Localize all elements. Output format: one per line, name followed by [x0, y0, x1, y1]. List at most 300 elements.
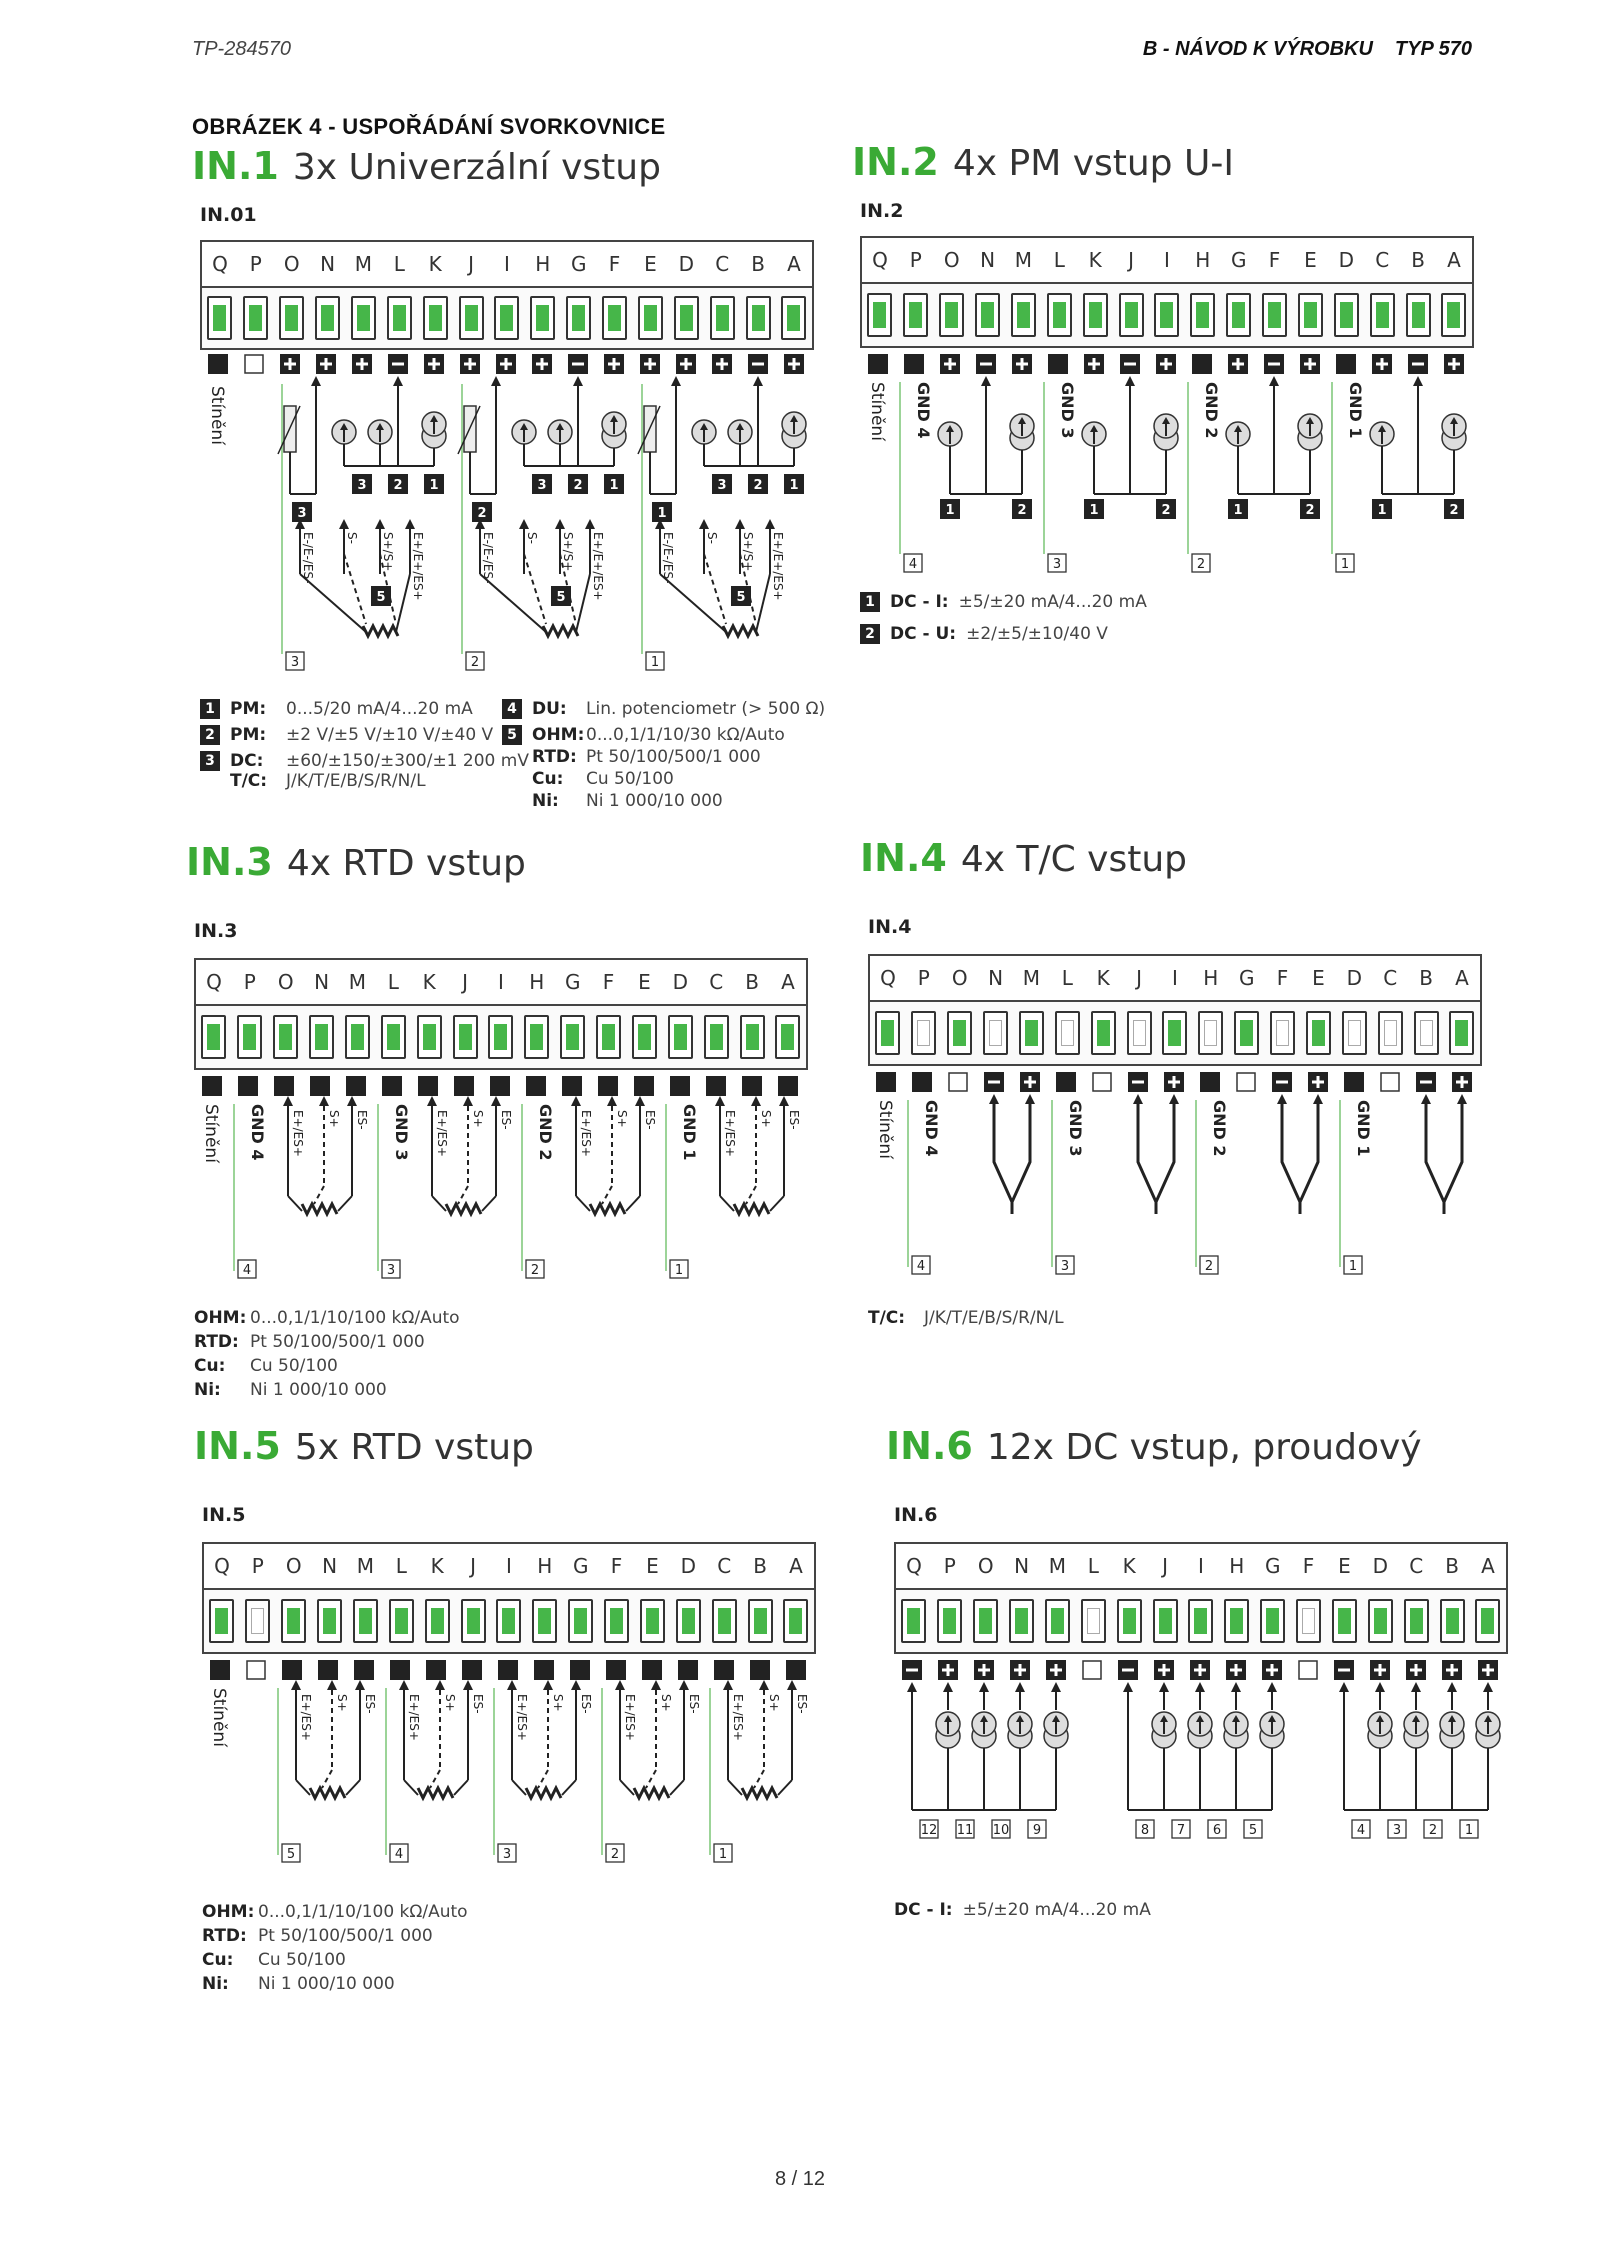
- legend-value: ±2 V/±5 V/±10 V/±40 V: [286, 725, 494, 745]
- legend-in1-left: [200, 699, 529, 797]
- plus-icon: [1173, 1076, 1176, 1088]
- terminal-letter: Q: [214, 1554, 230, 1578]
- terminal-slot: [968, 1599, 1004, 1643]
- terminal-slot: [527, 1599, 563, 1643]
- panel-description: 4x PM vstup U-I: [952, 143, 1234, 184]
- wire: [454, 1780, 468, 1795]
- wire: [432, 1196, 446, 1211]
- terminal-letter: P: [909, 248, 922, 272]
- arrow-icon: [735, 519, 745, 529]
- channel-number: 1: [1348, 1259, 1358, 1274]
- wire-label: S+: [767, 1694, 781, 1712]
- panel-number: IN.4: [860, 836, 947, 880]
- arrow-icon: [1025, 1094, 1035, 1104]
- legend-value: ±5/±20 mA/4...20 mA: [958, 592, 1147, 612]
- terminal-letter: K: [1088, 248, 1102, 272]
- wire-label: ES-: [795, 1694, 809, 1714]
- terminal-slot: [597, 296, 633, 340]
- terminal-letter: F: [1276, 966, 1289, 990]
- terminal-slot: [704, 296, 740, 340]
- channel-number: 2: [1428, 1823, 1438, 1838]
- ground-square: [562, 1076, 582, 1096]
- terminal-slot: [1229, 1011, 1265, 1055]
- wire: [778, 1780, 792, 1795]
- terminal-slot: [1183, 1599, 1219, 1643]
- terminal-slot: [1257, 293, 1293, 337]
- resistor-icon: [634, 1788, 669, 1798]
- wire-label: S+: [551, 1694, 565, 1712]
- arrow-icon: [1421, 1094, 1431, 1104]
- plus-icon: [325, 358, 328, 370]
- channel-number: 4: [916, 1259, 926, 1274]
- wire-label: S+: [443, 1694, 457, 1712]
- channel-number: 9: [1032, 1823, 1042, 1838]
- wire: [728, 1780, 742, 1795]
- wire-label: E+/E+/ES+: [411, 532, 425, 601]
- terminal-letter: J: [1136, 966, 1143, 990]
- channel-number: 4: [394, 1847, 404, 1862]
- terminal-slot: [1362, 1599, 1398, 1643]
- terminal-letter: G: [564, 970, 581, 994]
- arrow-icon: [607, 1096, 617, 1106]
- legend-row: [200, 699, 529, 719]
- plus-icon: [721, 358, 724, 370]
- terminal-slot: [1265, 1011, 1301, 1055]
- arrow-icon: [571, 1096, 581, 1106]
- panel-description: 3x Univerzální vstup: [292, 147, 661, 188]
- unused-square: [1237, 1073, 1255, 1091]
- arrow-icon: [1125, 376, 1135, 386]
- legend-key: DC - U:: [890, 624, 957, 644]
- terminal-letter: A: [787, 252, 801, 276]
- channel-number: 1: [789, 478, 799, 493]
- terminal-slot: [942, 1011, 978, 1055]
- arrow-icon: [1413, 376, 1423, 386]
- channel-number: 7: [1176, 1823, 1186, 1838]
- terminal-slot: [1147, 1599, 1183, 1643]
- legend-row: [200, 751, 529, 771]
- terminal-letter: M: [1048, 1554, 1067, 1578]
- arrow-icon: [979, 1682, 989, 1692]
- terminal-slot: [770, 1015, 806, 1059]
- terminal-letter: H: [535, 252, 551, 276]
- channel-number: 3: [290, 655, 300, 670]
- wiring-diagram-in4: [868, 1072, 1498, 1282]
- channel-number: 11: [956, 1823, 974, 1838]
- panel-id: IN.6: [894, 1504, 938, 1526]
- wire: [288, 1196, 302, 1211]
- arrow-icon: [491, 376, 501, 386]
- wire-label: E-/E-/ES-: [301, 532, 315, 584]
- resistor-icon: [590, 1204, 625, 1214]
- plus-icon: [361, 358, 364, 370]
- ground-square: [490, 1076, 510, 1096]
- thermocouple-icon: [1138, 1104, 1174, 1202]
- terminal-letter: F: [608, 252, 621, 276]
- terminal-slot: [1400, 293, 1436, 337]
- arrow-icon: [679, 1680, 689, 1690]
- terminal-slot: [1372, 1011, 1408, 1055]
- wire-label: S+: [759, 1110, 773, 1128]
- plus-icon: [289, 358, 292, 370]
- terminal-slot: [591, 1015, 627, 1059]
- arrow-icon: [1195, 1682, 1205, 1692]
- gnd-label: GND 4: [914, 382, 933, 439]
- legend-row: [202, 1974, 468, 1994]
- legend-key: DC - I:: [890, 592, 949, 612]
- legend-key: Cu:: [532, 769, 564, 789]
- terminal-letter: A: [781, 970, 795, 994]
- plus-icon: [1309, 358, 1312, 370]
- wire: [754, 1770, 764, 1788]
- legend-row: [502, 769, 825, 789]
- gnd-label: GND 2: [1210, 1100, 1229, 1157]
- legend-row: [200, 771, 529, 791]
- terminal-letter: N: [320, 252, 336, 276]
- document-id: TP-284570: [192, 38, 291, 60]
- channel-number: 1: [1233, 503, 1243, 518]
- plus-icon: [505, 358, 508, 370]
- plus-icon: [1019, 1664, 1022, 1676]
- arrow-icon: [753, 376, 763, 386]
- terminal-letter: L: [387, 970, 399, 994]
- wire-label: S+: [335, 1694, 349, 1712]
- gnd-label: GND 2: [1202, 382, 1221, 439]
- terminal-slot: [1336, 1011, 1372, 1055]
- ground-square: [1200, 1072, 1220, 1092]
- terminal-slot: [346, 296, 382, 340]
- unused-square: [1299, 1661, 1317, 1679]
- wire-label: E+/ES+: [291, 1110, 305, 1157]
- terminal-letter: E: [1304, 248, 1317, 272]
- wire-label: ES-: [499, 1110, 513, 1130]
- terminal-slot: [202, 296, 238, 340]
- terminal-letter: C: [717, 1554, 732, 1578]
- unused-square: [1093, 1073, 1111, 1091]
- plus-icon: [1021, 358, 1024, 370]
- plus-icon: [1381, 358, 1384, 370]
- terminal-strip: [194, 958, 808, 1070]
- panel-number: IN.1: [192, 144, 279, 188]
- arrow-icon: [291, 1680, 301, 1690]
- ground-square: [526, 1076, 546, 1096]
- terminal-letter: H: [529, 970, 545, 994]
- legend-row: [194, 1356, 460, 1376]
- terminal-letter: P: [943, 1554, 956, 1578]
- terminal-slot: [862, 293, 898, 337]
- plus-icon: [793, 358, 796, 370]
- terminal-slot: [340, 1015, 376, 1059]
- terminal-slot: [662, 1015, 698, 1059]
- panel-in5: [194, 1424, 844, 2024]
- terminal-slot: [1255, 1599, 1291, 1643]
- terminal-letter: O: [277, 970, 294, 994]
- minus-icon: [572, 363, 584, 366]
- thermocouple-icon: [994, 1104, 1030, 1202]
- ground-square: [742, 1076, 762, 1096]
- channel-number: 2: [470, 655, 480, 670]
- terminal-letter: G: [570, 252, 587, 276]
- ground-square: [454, 1076, 474, 1096]
- terminal-letter: P: [249, 252, 262, 276]
- terminal-letter: M: [356, 1554, 375, 1578]
- terminal-letter: D: [678, 252, 695, 276]
- minus-icon: [1124, 363, 1136, 366]
- legend-row: [194, 1380, 460, 1400]
- channel-number: 2: [1305, 503, 1315, 518]
- terminal-letter: D: [1346, 966, 1363, 990]
- terminal-slot: [563, 1599, 599, 1643]
- terminal-letter: F: [1302, 1554, 1315, 1578]
- terminal-strip: [868, 954, 1482, 1066]
- legend-key: Cu:: [202, 1950, 234, 1970]
- terminal-letter: J: [1128, 248, 1135, 272]
- legend-key: PM:: [230, 699, 267, 719]
- terminal-letter: D: [1372, 1554, 1389, 1578]
- arrow-icon: [651, 1680, 661, 1690]
- panel-id: IN.3: [194, 920, 238, 942]
- resistor-icon: [446, 1204, 481, 1214]
- terminal-letter: A: [789, 1554, 803, 1578]
- terminal-slot: [778, 1599, 814, 1643]
- terminal-slot: [483, 1015, 519, 1059]
- wire: [562, 1780, 576, 1795]
- arrow-icon: [491, 1096, 501, 1106]
- wire: [344, 554, 366, 624]
- channel-number: 3: [386, 1263, 396, 1278]
- panel-number: IN.3: [186, 840, 273, 884]
- ground-square: [202, 1076, 222, 1096]
- arrow-icon: [751, 1096, 761, 1106]
- arrow-icon: [571, 1680, 581, 1690]
- legend-key: OHM:: [202, 1902, 255, 1922]
- plus-icon: [1461, 1076, 1464, 1088]
- terminal-letter: G: [1264, 1554, 1281, 1578]
- terminal-letter: L: [395, 1554, 407, 1578]
- resistor-icon: [363, 626, 398, 636]
- terminal-letter: J: [1162, 1554, 1169, 1578]
- arrow-icon: [435, 1680, 445, 1690]
- plus-icon: [1165, 358, 1168, 370]
- minus-icon: [752, 363, 764, 366]
- terminal-letter: F: [1268, 248, 1281, 272]
- terminal-slot: [1014, 1011, 1050, 1055]
- channel-number: 3: [1052, 557, 1062, 572]
- ground-square: [418, 1076, 438, 1096]
- arrow-icon: [1411, 1682, 1421, 1692]
- plus-icon: [1379, 1664, 1382, 1676]
- legend-number: 2: [860, 624, 880, 644]
- legend-row: [502, 725, 825, 745]
- terminal-slot: [1470, 1599, 1506, 1643]
- gnd-label: GND 3: [1058, 382, 1077, 439]
- terminal-letter: J: [462, 970, 469, 994]
- terminal-strip: [894, 1542, 1508, 1654]
- arrow-icon: [1483, 1682, 1493, 1692]
- wire: [626, 1196, 640, 1211]
- terminal-slot: [1291, 1599, 1327, 1643]
- channel-number: 2: [1017, 503, 1027, 518]
- terminal-letter: D: [680, 1554, 697, 1578]
- arrow-icon: [347, 1096, 357, 1106]
- terminal-letter: B: [745, 970, 759, 994]
- terminal-letter: Q: [906, 1554, 922, 1578]
- arrow-icon: [375, 519, 385, 529]
- channel-number: 1: [609, 478, 619, 493]
- terminal-slot: [1293, 293, 1329, 337]
- terminal-slot: [238, 296, 274, 340]
- terminal-slot: [934, 293, 970, 337]
- wire: [512, 1780, 526, 1795]
- ground-square: [426, 1660, 446, 1680]
- arrow-icon: [1267, 1682, 1277, 1692]
- wire-label: S+: [615, 1110, 629, 1128]
- legend-row: [502, 791, 825, 811]
- legend-row: [200, 725, 529, 745]
- terminal-letter: H: [1195, 248, 1211, 272]
- wire: [746, 1186, 756, 1204]
- channel-number: 1: [650, 655, 660, 670]
- arrow-icon: [463, 1680, 473, 1690]
- panel-in3: [186, 840, 836, 1420]
- terminal-slot: [898, 293, 934, 337]
- legend-key: Ni:: [202, 1974, 229, 1994]
- ground-square: [1192, 354, 1212, 374]
- terminal-letter: Q: [212, 252, 228, 276]
- legend-value: 0...5/20 mA/4...20 mA: [286, 699, 473, 719]
- legend-number: 1: [860, 592, 880, 612]
- channel-number: 2: [573, 478, 583, 493]
- arrow-icon: [699, 519, 709, 529]
- plus-icon: [1055, 1664, 1058, 1676]
- terminal-letter: C: [709, 970, 724, 994]
- terminal-slot: [383, 1599, 419, 1643]
- resistor-icon: [302, 1204, 337, 1214]
- wire: [300, 574, 366, 632]
- gnd-label: GND 4: [922, 1100, 941, 1157]
- legend-key: RTD:: [202, 1926, 247, 1946]
- terminal-slot: [1149, 293, 1185, 337]
- unused-square: [1083, 1661, 1101, 1679]
- plus-icon: [947, 1664, 950, 1676]
- terminal-slot: [1004, 1599, 1040, 1643]
- wire-label: E-/E-/ES-: [661, 532, 675, 584]
- channel-number: 5: [736, 590, 746, 605]
- wire-label: E+/E+/ES+: [771, 532, 785, 601]
- terminal-slot: [1398, 1599, 1434, 1643]
- wire: [620, 1780, 634, 1795]
- legend-row: [194, 1308, 460, 1328]
- plus-icon: [613, 358, 616, 370]
- channel-number: 1: [1089, 503, 1099, 518]
- page-number: 8 / 12: [774, 2168, 826, 2190]
- terminal-letter: J: [468, 252, 475, 276]
- arrow-icon: [585, 519, 595, 529]
- arrow-icon: [671, 376, 681, 386]
- legend-in6: [894, 1900, 1151, 1924]
- terminal-slot: [1301, 1011, 1337, 1055]
- legend-row: [202, 1902, 468, 1922]
- channel-number: 8: [1140, 1823, 1150, 1838]
- arrow-icon: [1375, 1682, 1385, 1692]
- terminal-letter: O: [951, 966, 968, 990]
- plus-icon: [1317, 1076, 1320, 1088]
- minus-icon: [980, 363, 992, 366]
- terminal-slot: [232, 1015, 268, 1059]
- terminal-slot: [274, 296, 310, 340]
- panel-in6: [886, 1424, 1536, 1944]
- terminal-slot: [555, 1015, 591, 1059]
- channel-number: 3: [297, 506, 307, 521]
- terminal-slot: [419, 1599, 455, 1643]
- terminal-letter: C: [1383, 966, 1398, 990]
- ground-square: [318, 1660, 338, 1680]
- terminal-letter: A: [1481, 1554, 1495, 1578]
- ground-square: [912, 1072, 932, 1092]
- minus-icon: [1338, 1669, 1350, 1672]
- wire: [538, 1770, 548, 1788]
- arrow-icon: [759, 1680, 769, 1690]
- terminal-letter: G: [1230, 248, 1247, 272]
- arrow-icon: [615, 1680, 625, 1690]
- terminal-letter: K: [428, 252, 442, 276]
- terminal-slot: [375, 1015, 411, 1059]
- figure-title: OBRÁZEK 4 - USPOŘÁDÁNÍ SVORKOVNICE: [192, 114, 666, 139]
- terminal-letter: B: [1419, 966, 1433, 990]
- plus-icon: [949, 358, 952, 370]
- terminal-letter: H: [537, 1554, 553, 1578]
- panel-description: 4x RTD vstup: [286, 843, 526, 884]
- minus-icon: [906, 1669, 918, 1672]
- channel-number: 1: [718, 1847, 728, 1862]
- legend-value: Ni 1 000/10 000: [258, 1974, 395, 1994]
- wire-label: ES-: [471, 1694, 485, 1714]
- arrow-icon: [393, 376, 403, 386]
- wire: [660, 574, 726, 632]
- legend-value: J/K/T/E/B/S/R/N/L: [286, 771, 426, 791]
- legend-key: DU:: [532, 699, 567, 719]
- wire-label: ES-: [687, 1694, 701, 1714]
- channel-number: 5: [556, 590, 566, 605]
- ground-square: [238, 1076, 258, 1096]
- gnd-label: GND 1: [1354, 1100, 1373, 1157]
- plus-icon: [1237, 358, 1240, 370]
- arrow-icon: [1169, 1094, 1179, 1104]
- arrow-icon: [355, 1680, 365, 1690]
- terminal-slot: [204, 1599, 240, 1643]
- plus-icon: [1271, 1664, 1274, 1676]
- shield-label: Stínění: [209, 1688, 229, 1747]
- wire-label: S+: [471, 1110, 485, 1128]
- thermocouple-icon: [1282, 1104, 1318, 1202]
- terminal-slot: [599, 1599, 635, 1643]
- terminal-slot: [1193, 1011, 1229, 1055]
- terminal-letter: I: [1197, 1554, 1204, 1578]
- arrow-icon: [1159, 1682, 1169, 1692]
- legend-value: Pt 50/100/500/1 000: [258, 1926, 433, 1946]
- gnd-label: GND 3: [1066, 1100, 1085, 1157]
- plus-icon: [1235, 1664, 1238, 1676]
- ground-square: [678, 1660, 698, 1680]
- wire: [576, 574, 590, 632]
- legend-value: Ni 1 000/10 000: [250, 1380, 387, 1400]
- channel-number: 2: [1161, 503, 1171, 518]
- arrow-icon: [723, 1680, 733, 1690]
- terminal-letter: B: [1411, 248, 1425, 272]
- terminal-slot: [1006, 293, 1042, 337]
- wire-label: S-: [345, 532, 359, 544]
- legend-value: Lin. potenciometr (> 500 Ω): [586, 699, 826, 719]
